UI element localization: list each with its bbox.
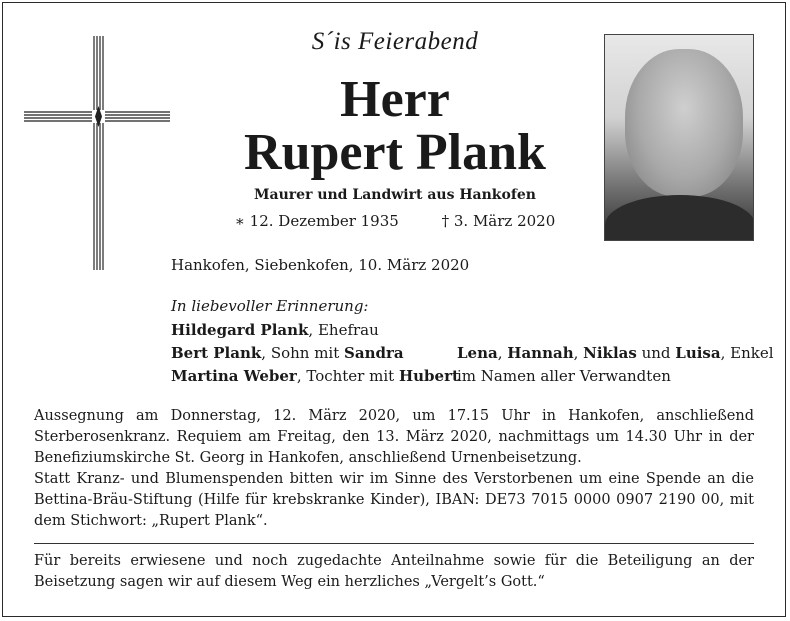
life-dates [190,212,600,230]
death-date: † 3. März 2020 [441,212,556,230]
title-salutation: Herr [340,71,450,128]
divider [34,543,754,544]
place-date: Hankofen, Siebenkofen, 10. März 2020 [171,256,470,274]
donation-paragraph: Statt Kranz- und Blumenspenden bitten wir im Sinne des Verstorbenen um eine Spende an die Bettina-Bräu-Stiftung (Hilfe für krebskranke Kinder), IBAN: DE73 7015 0000 0907 2190 00, mit dem Stichwort: „Rupert Plank“. [34,471,754,529]
birth-date: ∗ 12. Dezember 1935 [234,212,399,230]
occupation: Maurer und Landwirt aus Hankofen [254,187,536,203]
portrait-head [625,49,743,197]
deceased-name: Rupert Plank [244,124,546,181]
thanks-paragraph: Für bereits erwiesene und noch zugedachte Anteilnahme sowie für die Beteiligung an der Beisetzung sagen wir auf diesem Weg ein herzliches „Vergelt’s Gott.“ [34,553,754,590]
cross-icon [22,34,172,274]
motto: S´is Feierabend [311,28,479,55]
mourner-daughter: Martina Weber, Tochter mit Hubert [171,367,459,385]
mourner-wife: Hildegard Plank, Ehefrau [171,321,379,339]
portrait-photo [604,34,754,241]
mourner-son: Bert Plank, Sohn mit Sandra [171,344,404,362]
mourner-grandchildren: Lena, Hannah, Niklas und Luisa, Enkel [457,344,774,362]
portrait-shoulders [605,195,754,241]
memory-heading: In liebevoller Erinnerung: [171,297,369,315]
mourner-relatives: im Namen aller Verwandten [457,367,671,385]
funeral-paragraph: Aussegnung am Donnerstag, 12. März 2020, um 17.15 Uhr in Hankofen, anschließend Sterberosenkranz. Requiem am Freitag, den 13. März 2020, nachmittags um 14.30 Uhr in der Benefiziumskirche St. Georg in Hankofen, anschließend Urnenbeisetzung. [34,408,754,466]
